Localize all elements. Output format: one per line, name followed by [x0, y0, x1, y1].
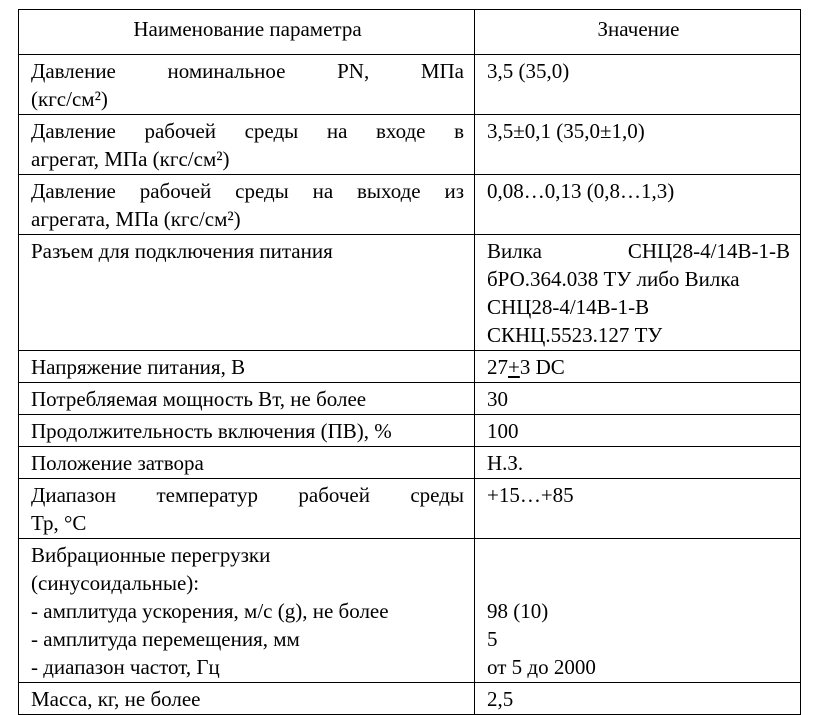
table-row	[19, 539, 801, 683]
param-text: Диапазон температур рабочей среды	[31, 483, 464, 507]
value-cell	[475, 175, 801, 235]
param-text: Давление рабочей среды на выходе из	[31, 179, 464, 203]
value-text: бРО.364.038 ТУ либо Вилка	[487, 267, 740, 291]
param-text: Разъем для подключения питания	[31, 239, 333, 263]
value-text: 3,5 (35,0)	[487, 59, 570, 83]
param-cell	[19, 479, 475, 539]
value-text: 0,08…0,13 (0,8…1,3)	[487, 179, 675, 203]
param-text: Вибрационные перегрузки	[31, 543, 271, 567]
table-row	[19, 383, 801, 415]
value-cell	[475, 479, 801, 539]
value-cell	[475, 683, 801, 715]
value-cell	[475, 415, 801, 447]
value-text: СНЦ28-4/14В-1-В	[487, 295, 650, 319]
param-text: Масса, кг, не более	[31, 687, 201, 711]
value-text: от 5 до 2000	[487, 655, 596, 679]
value-text	[487, 353, 790, 381]
param-text: - диапазон частот, Гц	[31, 655, 220, 679]
table-row	[19, 351, 801, 383]
value-cell	[475, 55, 801, 115]
value-text: 5	[487, 627, 498, 651]
param-text: Потребляемая мощность Вт, не более	[31, 387, 367, 411]
param-cell	[19, 235, 475, 351]
value-text: СКНЦ.5523.127 ТУ	[487, 323, 663, 347]
table-row	[19, 115, 801, 175]
table-row	[19, 55, 801, 115]
value-part: 27	[487, 355, 508, 379]
table-row	[19, 415, 801, 447]
param-cell	[19, 539, 475, 683]
table-row	[19, 683, 801, 715]
param-cell	[19, 115, 475, 175]
header-value: Значение	[475, 10, 801, 55]
param-text: Давление рабочей среды на входе в	[31, 119, 464, 143]
param-text: агрегат, МПа (кгс/см²)	[31, 147, 230, 171]
param-text: Давление номинальное PN, МПа	[31, 59, 464, 83]
param-text: Тр, °С	[31, 511, 87, 535]
value-text: 100	[487, 419, 519, 443]
value-text: 30	[487, 387, 508, 411]
value-cell	[475, 447, 801, 479]
table-row	[19, 235, 801, 351]
header-row	[19, 10, 801, 55]
value-text: Вилка СНЦ28-4/14В-1-В	[487, 239, 790, 263]
value-part-underlined: +	[508, 355, 520, 379]
param-text: - амплитуда ускорения, м/с (g), не более	[31, 599, 389, 623]
param-cell	[19, 415, 475, 447]
param-text: (кгс/см²)	[31, 87, 108, 111]
value-text: 98 (10)	[487, 599, 549, 623]
param-cell	[19, 683, 475, 715]
param-text: Положение затвора	[31, 451, 204, 475]
param-text: агрегата, МПа (кгс/см²)	[31, 207, 241, 231]
value-cell	[475, 351, 801, 383]
value-cell	[475, 539, 801, 683]
value-text	[487, 569, 790, 597]
value-text: 2,5	[487, 687, 514, 711]
param-text: Напряжение питания, В	[31, 355, 246, 379]
param-cell	[19, 447, 475, 479]
param-cell	[19, 383, 475, 415]
table-row	[19, 447, 801, 479]
table-row	[19, 479, 801, 539]
value-cell	[475, 235, 801, 351]
value-cell	[475, 383, 801, 415]
value-text: +15…+85	[487, 483, 574, 507]
value-text: 3,5±0,1 (35,0±1,0)	[487, 119, 645, 143]
param-cell	[19, 175, 475, 235]
param-text: Продолжительность включения (ПВ), %	[31, 419, 392, 443]
header-param: Наименование параметра	[19, 10, 475, 55]
param-text: - амплитуда перемещения, мм	[31, 627, 300, 651]
value-cell	[475, 115, 801, 175]
spec-table	[18, 9, 801, 715]
param-cell	[19, 55, 475, 115]
table-row	[19, 175, 801, 235]
value-text	[487, 541, 790, 569]
value-part: 3 DC	[519, 355, 565, 379]
param-cell	[19, 351, 475, 383]
param-text: (синусоидальные):	[31, 571, 200, 595]
value-text: Н.З.	[487, 451, 524, 475]
